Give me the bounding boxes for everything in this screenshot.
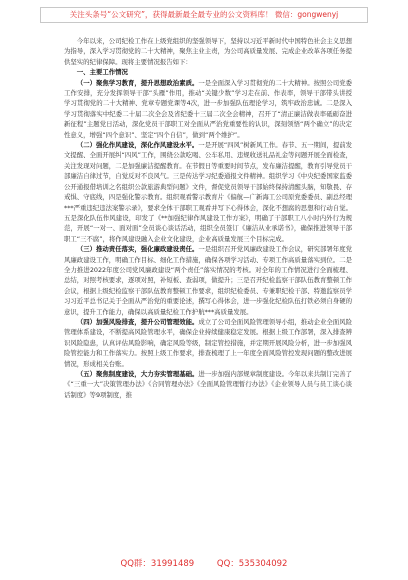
item-title-5: （五）聚焦制度建设，大力夯实管理基础。 bbox=[76, 370, 199, 378]
item-body-4: 成立了公司全面风险管理领导小组，推动企业全面风险管理体系建设，不断提高风险管理水平，确保企业持续健康稳定发展。根据上级工作部署，深入排查辨识风险隐患，认真评估风险影响，确定风险等级，制定管控措施，并定期开展风险分析，进一步加强风险管控能力和工作落实力。按照上级工作要求，排查梳理了上一年度全面风险管控发现问题的整改进展情况，形成相关台账。 bbox=[64, 317, 353, 368]
item-paragraph-4 bbox=[64, 317, 352, 369]
item-body-2: 一是开展“四风”树新风工作。春节、五一期间，提前发文提醒、全面开展纠“四风”工作，围绕公款吃喝、公车私用、违规收送礼品礼金等问题开展全面检查，关注发现对问题，二是加强廉洁提醒教育。在节假日等重要时间节点，发布廉洁提醒，教育引导党员干部廉洁自律过节，自觉反对不良风气。三是传达学习纪委通报文件精神。组织学习《中央纪委国家监委公开通报借培训之名组织公款旅游典型问题》文件，督促党员领导干部始终保持清醒头脑，知敬畏、存戒惧、守底线，四是强化警示教育。组织观看警示教育片《偏航—广新海工公司原党委委员、副总经理***严重违纪违法案警示录》，要求全体干部职工观看并写下心得体会，深化不想腐的思想和行动自觉。五是深化队伍作风建设，印发了《**加强纪律作风建设工作方案》，明确了干部职工八小时内外行为规范，开展“一对一、面对面”全员谈心谈话活动，组织全员签订《廉洁从业承诺书》，确保推进领导干部职工“三不腐”，将作风建设融入企业文化建设，企业高质量发展三个目标完成。 bbox=[64, 141, 352, 243]
item-paragraph-2 bbox=[64, 140, 352, 244]
document-body bbox=[64, 36, 352, 400]
section-heading: 一、主要工作情况 bbox=[76, 68, 128, 77]
item-title-4: （四）加强风险排查，提升公司管理效能。 bbox=[76, 317, 199, 326]
item-paragraph-1 bbox=[64, 78, 352, 140]
qq-contact-text: QQ：535304092 bbox=[216, 559, 288, 569]
item-body-1: 一是全面深入学习贯彻党的二十大精神。按照公司党委工作安排，充分发挥领导干部“头雁”作用，推动“关键少数”学习走在前、作表率，领导干部带头讲授学习贯彻党的二十大精神、党章专题党课等4次，进一步加强队伍理论学习，筑牢政治忠诚。二是深入学习贯彻落实中纪委二十届二次全会及省纪委十三届二次全会精神，召开了“清正廉洁做表率砥砺奋进新征程”主题党日活动，深化党员干部职工对全面从严治党重要性的认识，深刻领悟“两个确立”的决定性意义，增强“四个意识”、坚定“四个自信”，做到“两个维护”。 bbox=[64, 78, 353, 139]
item-title-3: （三）推动责任落实，强化廉政建设责任。 bbox=[76, 245, 199, 254]
item-body-5: 进一步加强内部规章制度建设。今年以来共制订完善了《“三重一大”决策管理办法》《合同管理办法》《全面风险管理暂行办法》《企业领导人员与员工谈心谈话制度》等9项制度，推 bbox=[64, 370, 353, 399]
intro-paragraph: 今年以来，公司纪检工作在上级党组织的坚强领导下，坚持以习近平新时代中国特色社会主义思想为指导，深入学习贯彻党的二十大精神，聚焦主业主责，为公司高质量发展、完成企业改革各项任务提供坚实的纪律保障。现将主要情况报告如下： bbox=[64, 37, 352, 66]
contact-footer bbox=[0, 556, 408, 572]
promo-banner: 关注头条号“公文研究”，获得最新最全最专业的公文资料库！ 微信：gongwenyj bbox=[40, 7, 368, 23]
qq-group-text: QQ群：31991489 bbox=[120, 559, 195, 569]
item-paragraph-3 bbox=[64, 244, 352, 317]
item-body-3: 一是组织召开党风廉政建设工作会议，研究部署年度党风廉政建设工作，明确工作目标、细化工作措施，确保各项学习活动、专项工作高质量落实到位。二是全力推进2022年度公司党风廉政建设“两个责任”落实情况的考核。对全年的工作情况进行全面梳理、总结，对照考核要求，逐项对照，补短板、查弱项，做提升；三是召开纪检监察干部队伍教育整顿工作会议，根据上级纪检监察干部队伍教育整顿工作要求，组织纪检委员、专兼职纪检干部、特邀监察员学习习近平总书记关于全面从严治党的重要论述，撰写心得体会，进一步强化纪检队伍打铁必须自身硬的意识，提升工作能力，确保以高质量纪检工作护航***高质量发展。 bbox=[64, 245, 353, 316]
item-title-1: （一）聚焦学习教育，提升思想政治素质。 bbox=[76, 78, 199, 87]
item-paragraph-5 bbox=[64, 369, 352, 400]
item-title-2: （二）强化作风建设，深化作风建设水平。 bbox=[76, 141, 199, 150]
